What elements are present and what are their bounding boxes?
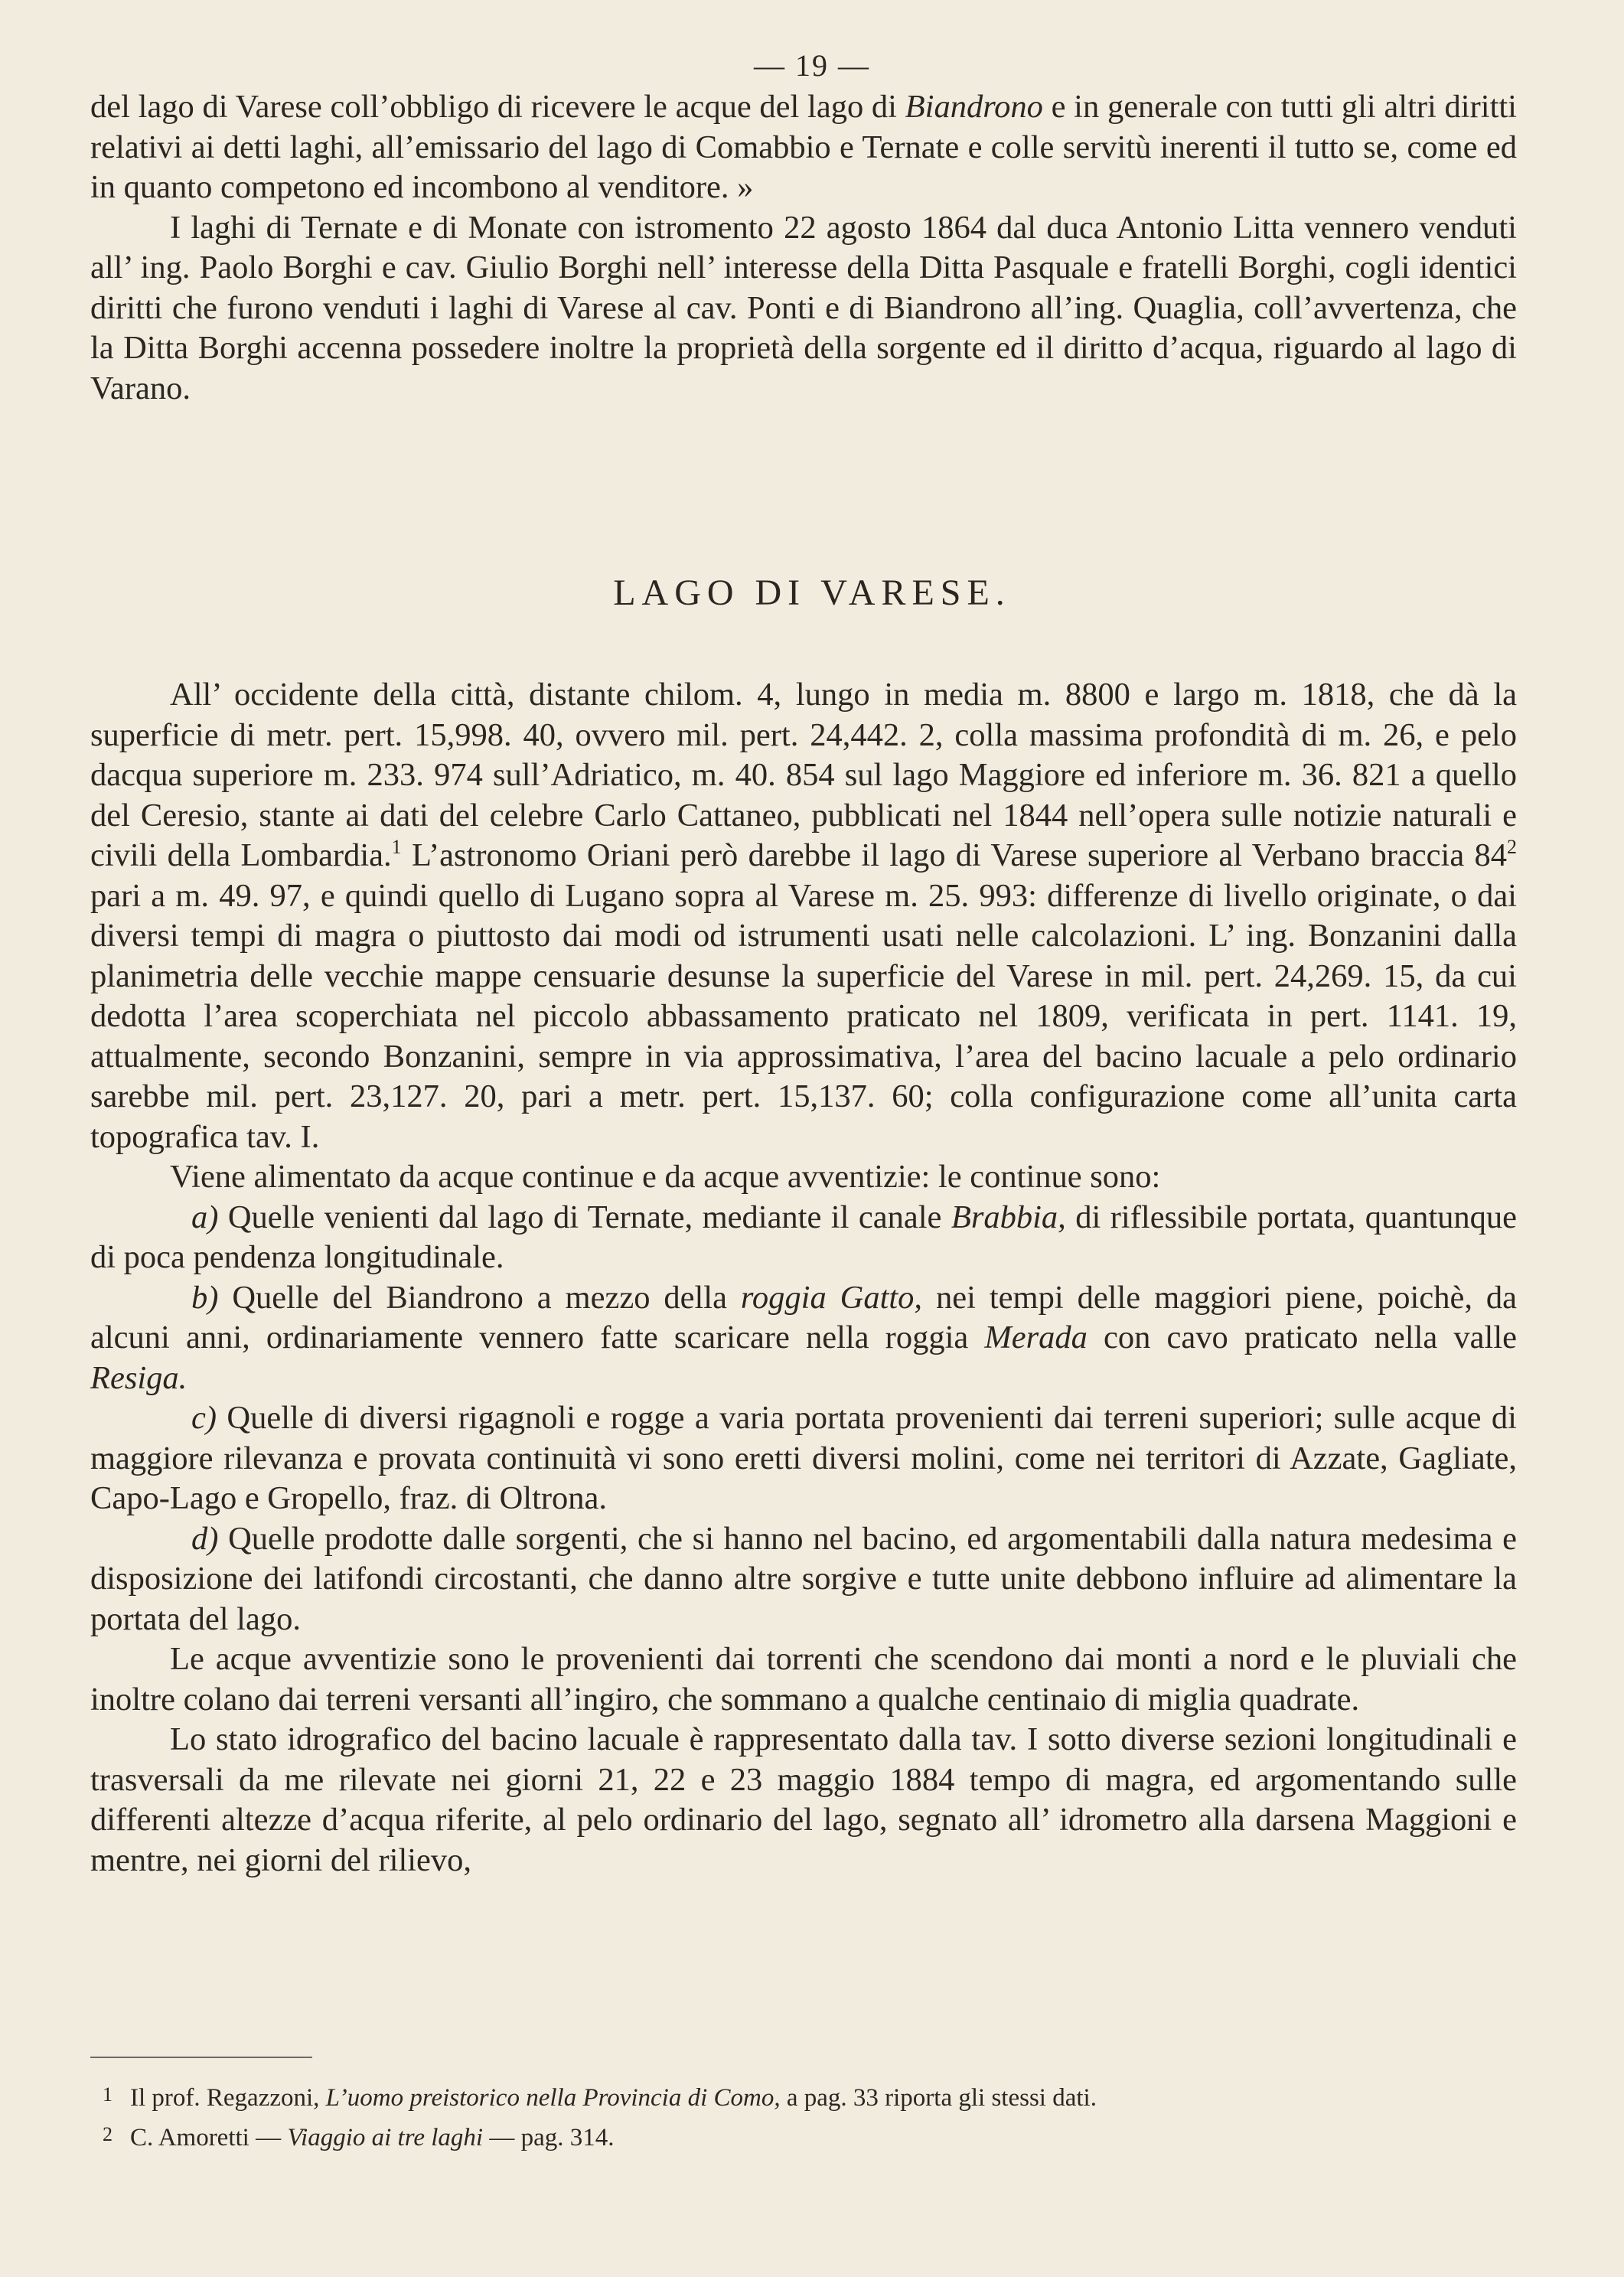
list-item: b) Quelle del Biandrono a mezzo della roggia Gatto, nei tempi delle maggiori piene, poichè, da alcuni anni, ordinariamente vennero fatte scaricare nella roggia Merada con cavo praticato nella valle Resiga.: [90, 1279, 1518, 1396]
footnote: 1 Il prof. Regazzoni, L’uomo preistorico nella Provincia di Como, a pag. 33 riporta gli stessi dati.: [130, 2076, 1508, 2116]
italic-text: Brabbia,: [951, 1199, 1066, 1235]
italic-text: b): [191, 1279, 219, 1316]
footnote-mark: 1: [103, 2083, 113, 2106]
footnote-ref: 1: [391, 836, 402, 858]
paragraph: del lago di Varese coll’obbligo di ricevere le acque del lago di Biandrono e in generale con tutti gli altri diritti relativi ai detti laghi, all’emissario del lago di Comabbio e Ternate e colle servitù inerenti il tutto se, come ed in quanto competono ed incombono al venditore. »: [90, 89, 1517, 205]
main-text: [90, 675, 1517, 1881]
italic-text: c): [191, 1400, 217, 1436]
section-title: LAGO DI VARESE.: [613, 573, 1011, 613]
list-item: d) Quelle prodotte dalle sorgenti, che si hanno nel bacino, ed argomentabili dalla natura medesima e disposizione dei latifondi circostanti, che danno altre sorgive e tutte unite debbono influire ad alimentare la portata del lago.: [90, 1520, 1517, 1637]
list-item: a) Quelle venienti dal lago di Ternate, mediante il canale Brabbia, di riflessibile portata, quantunque di poca pendenza longitudinale.: [90, 1199, 1517, 1275]
footnote-mark: 2: [103, 2123, 113, 2145]
paragraph: Viene alimentato da acque continue e da acque avventizie: le continue sono:: [170, 1159, 1161, 1195]
italic-text: d): [191, 1520, 219, 1557]
footnote: 2 C. Amoretti — Viaggio ai tre laghi — pag. 314.: [130, 2116, 1508, 2156]
intro-text: [90, 87, 1517, 409]
footnote-divider: [90, 2057, 312, 2058]
footnote-ref: 2: [1507, 836, 1517, 858]
paragraph: Lo stato idrografico del bacino lacuale è rappresentato dalla tav. I sotto diverse sezioni longitudinali e trasversali da me rilevate nei giorni 21, 22 e 23 maggio 1884 tempo di magra, ed argomentando sulle differenti altezze d’acqua riferite, al pelo ordinario del lago, segnato all’ idrometro alla darsena Maggioni e mentre, nei giorni del rilievo,: [90, 1721, 1517, 1878]
paragraph: I laghi di Ternate e di Monate con istromento 22 agosto 1864 dal duca Antonio Litta vennero venduti all’ ing. Paolo Borghi e cav. Giulio Borghi nell’ interesse della Ditta Pasquale e fratelli Borghi, cogli identici diritti che furono venduti i laghi di Varese al cav. Ponti e di Biandrono all’ing. Quaglia, coll’avvertenza, che la Ditta Borghi accenna possedere inoltre la proprietà della sorgente ed il diritto d’acqua, riguardo al lago di Varano.: [90, 209, 1517, 406]
footnotes: [103, 2076, 1508, 2156]
page-number: — 19 —: [754, 48, 870, 83]
italic-text: Resiga.: [90, 1359, 188, 1396]
list-item: c) Quelle di diversi rigagnoli e rogge a varia portata provenienti dai terreni superiori; sulle acque di maggiore rilevanza e provata continuità vi sono eretti diversi molini, come nei territori di Azzate, Gagliate, Capo-Lago e Gropello, fraz. di Oltrona.: [90, 1400, 1517, 1516]
paragraph: Le acque avventizie sono le provenienti dai torrenti che scendono dai monti a nord e le pluviali che inoltre colano dai terreni versanti all’ingiro, che sommano a qualche centinaio di miglia quadrate.: [90, 1641, 1517, 1718]
italic-text: Viaggio ai tre laghi: [287, 2124, 484, 2151]
paragraph: All’ occidente della città, distante chilom. 4, lungo in media m. 8800 e largo m. 1818, che dà la superficie di metr. pert. 15,998. 40, ovvero mil. pert. 24,442. 2, colla massima profondità di m. 26, e pelo dacqua superiore m. 233. 974 sull’Adriatico, m. 40. 854 sul lago Maggiore ed inferiore m. 36. 821 a quello del Ceresio, stante ai dati del celebre Carlo Cattaneo, pubblicati nel 1844 nell’opera sulle notizie naturali e civili della Lombardia.$^1$ L’astronomo Oriani però darebbe il lago di Varese superiore al Verbano braccia $84^2$ pari a m. 49. 97, e quindi quello di Lugano sopra al Varese m. 25. 993: differenze di livello originate, o dai diversi tempi di magra o piuttosto dai modi od istrumenti usati nelle calcolazioni. L’ ing. Bonzanini dalla planimetria delle vecchie mappe censuarie desunse la superficie del Varese in mil. pert. 24,269. 15, da cui dedotta l’area scoperchiata nel piccolo abbassamento praticato nel 1809, verificata in pert. 1141. 19, attualmente, secondo Bonzanini, sempre in via approssimativa, l’area del bacino lacuale a pelo ordinario sarebbe mil. pert. 23,127. 20, pari a metr. pert. 15,137. 60; colla configurazione come all’unita carta topografica tav. I.: [90, 677, 1517, 1155]
italic-text: a): [191, 1199, 219, 1235]
italic-text: Merada: [984, 1320, 1088, 1355]
italic-text: Biandrono: [905, 89, 1043, 125]
italic-text: roggia Gatto,: [740, 1279, 923, 1316]
italic-text: L’uomo preistorico nella Provincia di Como,: [325, 2084, 781, 2112]
